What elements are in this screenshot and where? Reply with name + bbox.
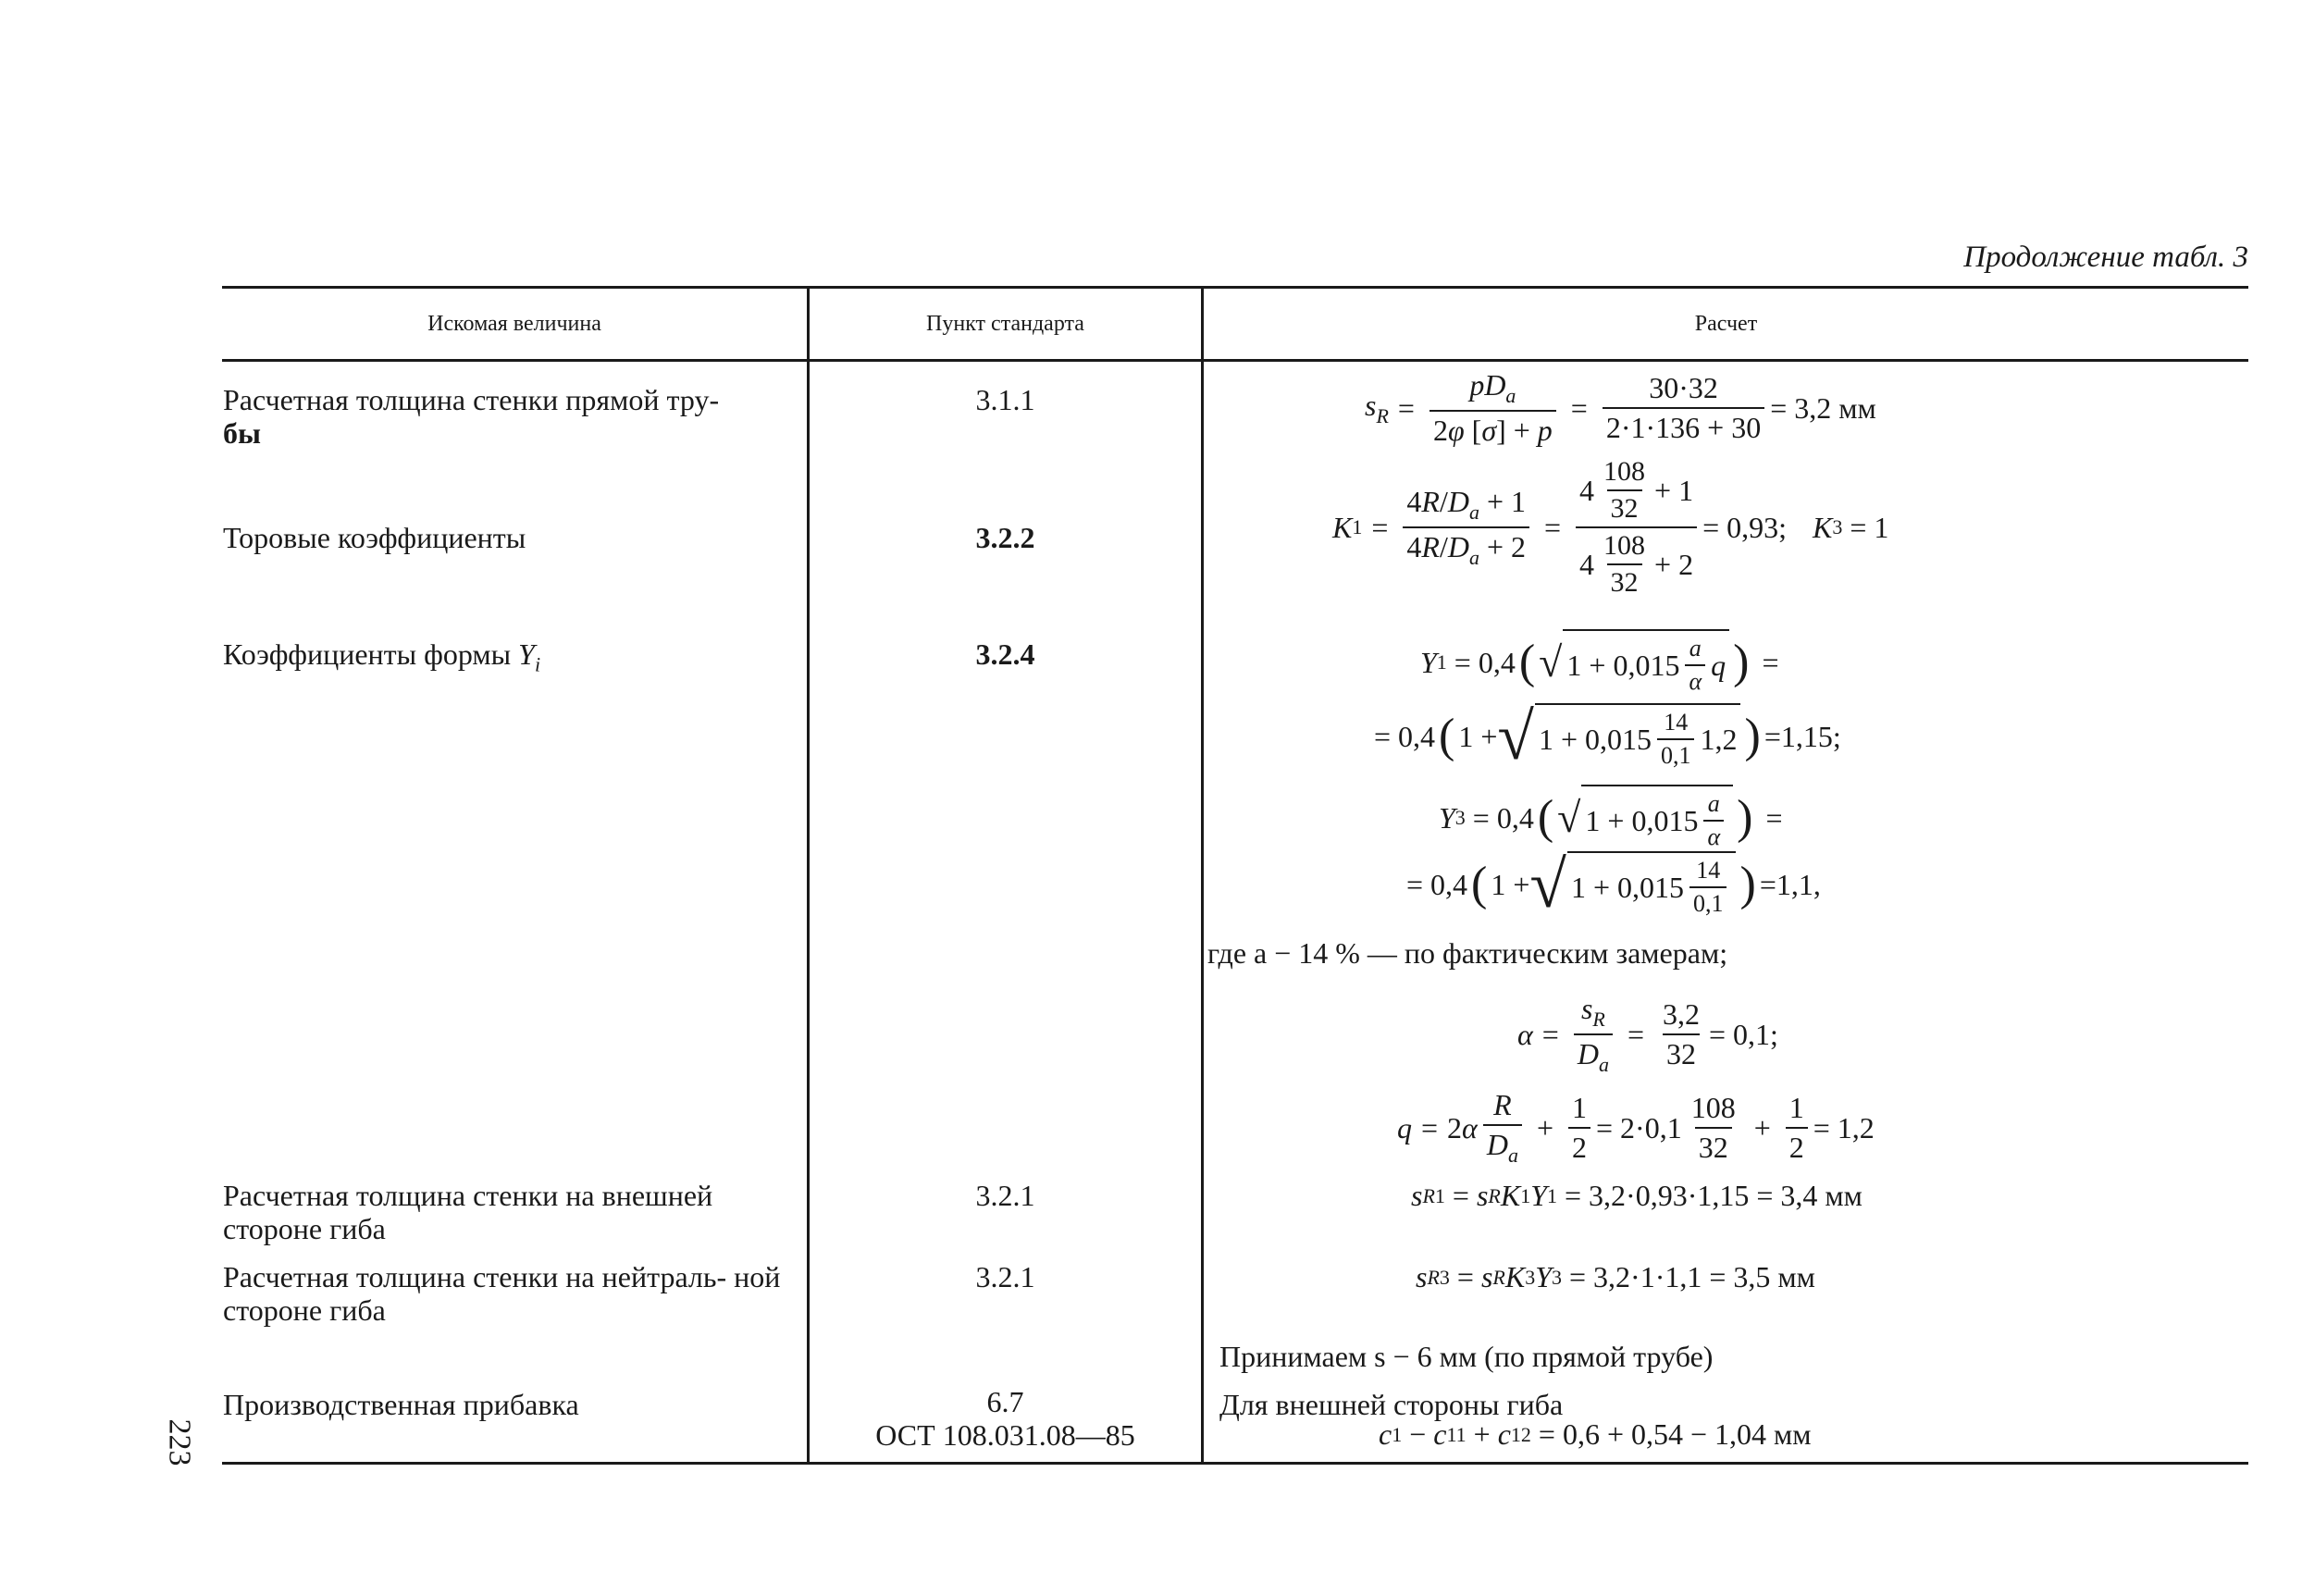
- formula-y1-numeric: = 0,4 ( 1 + √ 1 + 0,015 $\frac{14}{0,1}$ 1,2 ) =1,15;: [1374, 699, 1841, 773]
- formula-sr1: s R 1 = s R K 1 Y 1 = 3,2·0,93·1,15 = 3,4 мм: [1411, 1179, 1863, 1212]
- row-allowance-clause: 6.7 ОСТ 108.031.08—85: [875, 1385, 1135, 1452]
- table-bottom-rule: [222, 1462, 2248, 1465]
- row-shape-coeff-clause: 3.2.4: [975, 637, 1035, 671]
- measurement-note: где a − 14 % — по фактическим замерам;: [1207, 936, 1728, 970]
- column-divider-2: [1201, 287, 1204, 1464]
- formula-y3-numeric: = 0,4 ( 1 + √ 1 + 0,015 $\frac{14}{0,1}$ ) =1,1,: [1406, 847, 1821, 922]
- formula-sr: $s_R$ = $\frac{pD_a}{2\varphi [\sigma] + p}$ = $\frac{30\cdot 32}{2\cdot 1\cdot 136 + 30}$ = 3,2 мм: [1365, 368, 1876, 447]
- formula-y3: Y 3 = 0,4 ( √ 1 + 0,015 $\frac{a}{\alpha}$ ) =: [1439, 785, 1792, 851]
- row-straight-pipe-quantity: Расчетная толщина стенки прямой тру- бы: [223, 383, 720, 450]
- formula-c1: c 1 − c 11 + c 12 = 0,6 + 0,54 − 1,04 мм: [1379, 1417, 1812, 1451]
- row-neutral-side-quantity: Расчетная толщина стенки на нейтраль- ной стороне гиба: [223, 1260, 781, 1327]
- formula-y1: Y 1 = 0,4 ( √ 1 + 0,015 $\frac{a}{\alpha}$ q ) =: [1420, 629, 1788, 696]
- outer-side-note: Для внешней стороны гиба: [1219, 1388, 1564, 1421]
- formula-sr3: s R 3 = s R K 3 Y 3 = 3,2·1·1,1 = 3,5 мм: [1416, 1260, 1815, 1293]
- column-header-calculation: Расчет: [1694, 312, 1758, 336]
- row-toroidal-clause: 3.2.2: [975, 521, 1035, 554]
- row-neutral-side-clause: 3.2.1: [975, 1260, 1035, 1293]
- table-top-rule: [222, 286, 2248, 289]
- column-header-clause: Пункт стандарта: [926, 312, 1084, 336]
- row-straight-pipe-clause: 3.1.1: [975, 383, 1035, 416]
- column-header-quantity: Искомая величина: [427, 312, 601, 336]
- row-outer-side-quantity: Расчетная толщина стенки на внешней стороне гиба: [223, 1179, 713, 1245]
- formula-alpha: α = $\frac{s_R}{D_a}$ = $\frac{3,2}{32}$ = 0,1;: [1517, 992, 1778, 1076]
- formula-k1: K 1 = $\frac{4R/D_a + 1}{4R/D_a + 2}$ = 4 $\frac{108}{32}$ + 1 4 $\frac{108}{32}$ + 2 = 0,93; K 3 = 1: [1332, 456, 1889, 598]
- row-outer-side-clause: 3.2.1: [975, 1179, 1035, 1212]
- page-number: 223: [162, 1418, 197, 1466]
- table-continuation-caption: Продолжение табл. 3: [1963, 241, 2248, 274]
- row-toroidal-quantity: Торовые коэффициенты: [223, 521, 526, 554]
- row-allowance-quantity: Производственная прибавка: [223, 1388, 579, 1421]
- row-shape-coeff-quantity: Коэффициенты формы $Y_i$: [223, 637, 541, 676]
- table-header-rule: [222, 359, 2248, 362]
- formula-q: q = 2 α $\frac{R}{D_a}$ + $\frac{1}{2}$ = 2·0,1 $\frac{108}{32}$ + $\frac{1}{2}$ = 1,2: [1397, 1088, 1875, 1167]
- accepted-thickness-note: Принимаем s − 6 мм (по прямой трубе): [1219, 1340, 1714, 1373]
